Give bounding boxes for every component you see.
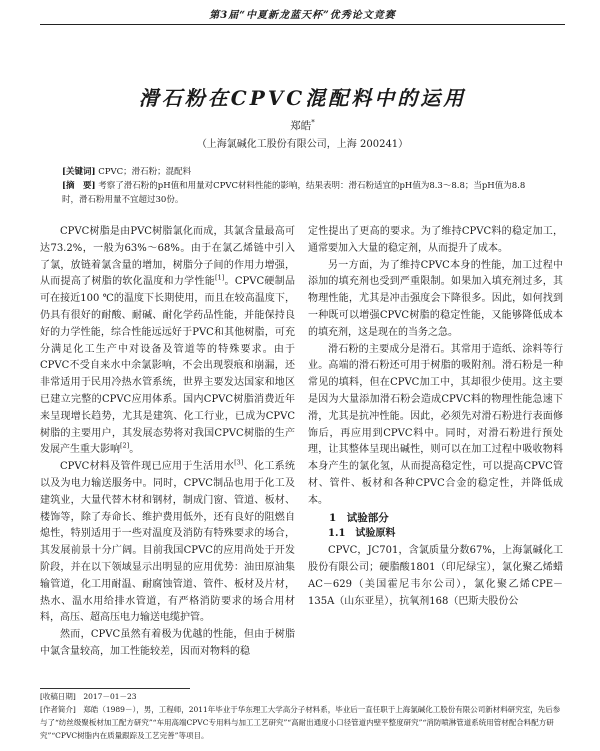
citation-1: [1] [215, 274, 225, 283]
paper-title: 滑石粉在CPVC混配料中的运用 [138, 86, 467, 110]
author-name: 郑皓 [290, 120, 312, 132]
header-rule [40, 24, 565, 25]
left-paragraph-2 [40, 459, 295, 627]
author-footnote-mark: * [311, 118, 315, 127]
running-header: 第3届“中夏新龙蓝天杯”优秀论文竞赛 [209, 10, 396, 21]
keywords-text: CPVC；滑石粉；混配料 [98, 167, 192, 177]
left-paragraph-3: 然而，CPVC虽然有着极为优越的性能，但由于树脂中氯含量较高，加工性能较差，因而对物料的稳 [40, 629, 295, 657]
keywords-line [62, 165, 542, 177]
keywords-label: [关键词] [62, 167, 96, 177]
section-heading: 1 试验部分 [329, 511, 389, 524]
author-line [40, 118, 565, 133]
abstract-text: 考察了滑石粉的pH值和用量对CPVC材料性能的影响，结果表明：滑石粉适宜的pH值为8.3～8.8；当pH值为8.8时，滑石粉用量不宜超过30份。 [62, 181, 526, 205]
left-column [40, 224, 295, 661]
affiliation: （上海氯碱化工股份有限公司，上海 200241） [196, 139, 409, 150]
citation-2: [2] [120, 442, 130, 451]
author-bio: [作者简介] 郑皓（1989－），男，工程师，2011年毕业于华东理工大学高分子材料系，毕业后一直任职于上海氯碱化工股份有限公司新材料研究室，先后参与了“纺丝级聚板材加工配方研究”“车用高端CPVC专用料与加工工艺研究”“高耐出通度小口径管道内壁平整度研究”“消防喷淋管道系统用管材配合料配方研究”“CPVC树脂内在质量跟踪及工艺完善”等项目。 [40, 705, 561, 740]
footnote-rule [40, 688, 190, 689]
left-p1-text: CPVC树脂是由PVC树脂氯化而成，其氯含量最高可达73.2%，一般为63%～68%。由于在氯乙烯链中引入了氯，放链着氯含量的增加，树脂分子间的作用力增强，从而提高了树脂的软化温度和力学性能 [40, 226, 295, 288]
footnotes [40, 690, 563, 742]
right-column [308, 224, 563, 610]
right-paragraph-3: 滑石粉的主要成分是滑石。其常用于造纸、涂料等行业。高端的滑石粉还可用于树脂的吸附剂。滑石粉是一种常见的填料，但在CPVC加工中，其却很少使用。这主要是因为大量添加滑石粉会造成CPVC料的物理性能急速下滑，尤其是抗冲性能。因此，必须先对滑石粉进行表面修饰后，再应用到CPVC料中。同时，对滑石粉进行预处理，让其整体呈现出碱性，则可以在加工过程中吸收物料本身产生的氯化氢，从而提高稳定性，可以提高CPVC管材、管件、板材和各种CPVC合金的稳定性，并降低成本。 [308, 343, 563, 506]
left-p1-tail: 。CPVC硬制品可在接近100 ℃的温度下长期使用，而且在较高温度下，仍具有很好的耐酸、耐碱、耐化学药品性能，并能保持良好的力学性能，综合性能远远好于PVC和其他树脂，可充分满足化工生产中对设备及管道等的特殊要求。由于CPVC不受自来水中余氯影响，不会出现裂痕和崩漏，还非常适用于民用冷热水管系统，世界主要发达国家和地区已建立完整的CPVC应用体系。国内CPVC树脂消费近年来呈现增长趋势，尤其是建筑、化工行业，已成为CPVC树脂的主要用户，其发展态势将对我国CPVC树脂的生产发展产生重大影响 [40, 276, 295, 456]
abstract-label: [摘 要] [62, 181, 96, 191]
left-p2-tail: 、化工系统以及为电力输送服务中。同时，CPVC制品也用于化工及建筑业，大量代替木材和钢材，制成门窗、管道、板材、楼饰等，除了寿命长、维护费用低外，还有良好的阻燃自熄性，特别适用于一些对温度及消防有特殊要求的场合，其发展前景十分广阔。目前我国CPVC的应用尚处于开发阶段，并在以下领域显示出明显的应用优势：油田原油集输管道，化工用耐温、耐腐蚀管道、管件、板材及片材，热水、温水用给排水管道，有严格消防要求的场合用材料，高压、超高压电力输送电缆护管。 [40, 461, 295, 624]
right-paragraph-1: 定性提出了更高的要求。为了维持CPVC料的稳定加工，通常要加入大量的稳定剂，从而提升了成本。 [308, 226, 563, 254]
citation-3: [3] [234, 458, 244, 467]
right-paragraph-4: CPVC，JC701，含氯质量分数67%，上海氯碱化工股份有限公司；硬脂酸1801（印尼绿宝），氯化聚乙烯蜡AC－629（美国霍尼韦尔公司），氯化聚乙烯CPE－135A（山东亚星），抗氧剂168（巴斯夫股份公 [308, 545, 563, 607]
left-paragraph-1: CPVC树脂是由PVC树脂氯化而成，其氯含量最高可达73.2%，一般为63%～68%。由于在氯乙烯链中引入了氯，放链着氯含量的增加，树脂分子间的作用力增强，从而提高了树脂的软化温度和力学性能[1]。CPVC硬制品可在接近100 ℃的温度下长期使用，而且在较高温度下，仍具有很好的耐酸、耐碱、耐化学药品性能，并能保持良好的力学性能，综合性能远远好于PVC和其他树脂，可充分满足化工生产中对设备及管道等的特殊要求。由于CPVC不受自来水中余氯影响，不会出现裂痕和崩漏，还非常适用于民用冷热水管系统，世界主要发达国家和地区已建立完整的CPVC应用体系。国内CPVC树脂消费近年来呈现增长趋势，尤其是建筑、化工行业，已成为CPVC树脂的主要用户，其发展态势将对我国CPVC树脂的生产发展产生重大影响[2]。 [40, 226, 295, 456]
abstract-block [62, 179, 540, 207]
right-paragraph-2: 另一方面，为了维持CPVC本身的性能，加工过程中添加的填充剂也受到严重限制。如果加入填充剂过多，其物理性能，尤其是冲击强度会下降很多。因此，如何找到一种既可以增强CPVC树脂的稳定性能，又能够降低成本的填充剂，这是现在的当务之急。 [308, 259, 563, 338]
left-p2-text: CPVC材料及管件现已应用于生活用水 [60, 461, 235, 473]
subsection-heading: 1.1 试验原料 [328, 528, 396, 540]
received-date: [收稿日期] 2017－01－23 [40, 692, 137, 701]
